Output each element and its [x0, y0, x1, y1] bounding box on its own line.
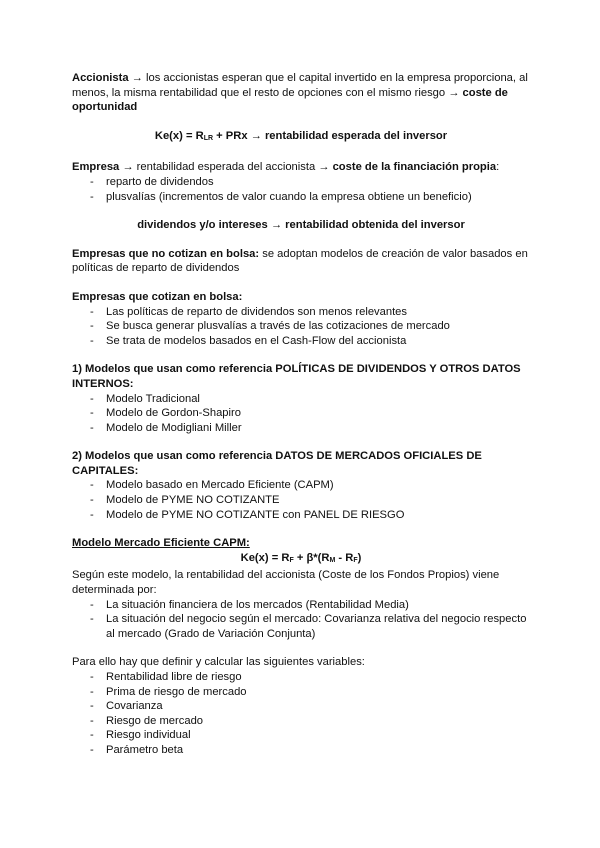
capm-title: Modelo Mercado Eficiente CAPM:: [72, 537, 250, 550]
list-item: - plusvalías (incrementos de valor cuando la empresa obtiene un beneficio): [72, 190, 530, 205]
list-item: - Riesgo individual: [72, 728, 530, 743]
no-cotizan-text: se adoptan modelos de creación de valor basados en políticas de reparto de dividendos: [72, 247, 528, 275]
cotizan-term: Empresas que cotizan en bolsa:: [72, 290, 243, 303]
empresa-result: coste de la financiación propia: [332, 161, 497, 174]
arrow: →: [119, 161, 137, 174]
modelos-internos-list: [72, 392, 530, 436]
list-item: - Modelo de PYME NO COTIZANTE con PANEL DE RIESGO: [72, 508, 530, 523]
list-item: - La situación financiera de los mercados (Rentabilidad Media): [72, 598, 530, 613]
accionista-text: los accionistas esperan que el capital invertido en la empresa proporciona, al menos, la misma rentabilidad que el resto de opciones con el mismo riesgo: [72, 72, 528, 99]
no-cotizan-term: Empresas que no cotizan en bolsa:: [72, 247, 260, 260]
list-item: - Modelo Tradicional: [72, 392, 530, 407]
formula-part: Ke(x) = R: [240, 551, 290, 564]
list-item: - La situación del negocio según el mercado: Covarianza relativa del negocio respecto al mercado (Grado de Variación Conjunta): [72, 612, 530, 641]
capm-text: Según este modelo, la rentabilidad del accionista (Coste de los Fondos Propios) viene determinada por:: [72, 569, 500, 597]
arrow: →: [128, 72, 146, 84]
accionista-paragraph: [72, 71, 530, 115]
list-item: - Modelo de Gordon-Shapiro: [72, 406, 530, 421]
formula-subscript: LR: [203, 134, 214, 142]
formula-subscript: F: [353, 556, 358, 564]
variables-intro: Para ello hay que definir y calcular las siguientes variables:: [72, 656, 365, 669]
formula-part: - R: [335, 551, 354, 564]
list-item: - Covarianza: [72, 699, 530, 714]
formula-subscript: F: [289, 556, 294, 564]
formula-part: ): [357, 551, 362, 564]
no-cotizan-paragraph: [72, 247, 530, 276]
list-item: - reparto de dividendos: [72, 175, 530, 190]
variables-list: [72, 670, 530, 758]
list-item: - Riesgo de mercado: [72, 714, 530, 729]
list-item: - Las políticas de reparto de dividendos son menos relevantes: [72, 305, 530, 320]
section-heading-1: 1) Modelos que usan como referencia POLÍTICAS DE DIVIDENDOS Y OTROS DATOS INTERNOS:: [72, 363, 521, 390]
arrow: →: [315, 161, 333, 174]
cotizan-heading: [72, 290, 530, 305]
cotizan-list: [72, 305, 530, 349]
formula-part: Ke(x) = R: [154, 129, 204, 142]
list-item: - Modelo de Modigliani Miller: [72, 421, 530, 436]
arrow: →: [445, 86, 463, 99]
list-item: - Rentabilidad libre de riesgo: [72, 670, 530, 685]
formula-subscript: M: [329, 556, 336, 564]
empresa-paragraph: [72, 160, 530, 175]
list-item: - Prima de riesgo de mercado: [72, 685, 530, 700]
section-heading-2: 2) Modelos que usan como referencia DATOS DE MERCADOS OFICIALES DE CAPITALES:: [72, 450, 482, 477]
empresa-list: [72, 175, 530, 204]
accionista-result: coste de oportunidad: [72, 86, 508, 114]
formula-dividendos: dividendos y/o intereses → rentabilidad obtenida del inversor: [137, 219, 465, 232]
formula-part: + PRx → rentabilidad esperada del inversor: [213, 129, 448, 142]
formula-ke-expected: [72, 129, 530, 147]
formula-capm: [72, 551, 530, 569]
colon: :: [496, 161, 500, 174]
document-body: [72, 71, 530, 758]
list-item: - Se trata de modelos basados en el Cash-Flow del accionista: [72, 334, 530, 349]
modelos-mercado-list: [72, 478, 530, 522]
list-item: - Parámetro beta: [72, 743, 530, 758]
empresa-term: Empresa: [72, 161, 120, 174]
empresa-text: rentabilidad esperada del accionista: [136, 161, 316, 174]
capm-list: [72, 598, 530, 642]
accionista-term: Accionista: [72, 72, 129, 84]
list-item: - Se busca generar plusvalías a través de las cotizaciones de mercado: [72, 319, 530, 334]
list-item: - Modelo basado en Mercado Eficiente (CAPM): [72, 478, 530, 493]
list-item: - Modelo de PYME NO COTIZANTE: [72, 493, 530, 508]
formula-part: + β*(R: [293, 551, 330, 564]
